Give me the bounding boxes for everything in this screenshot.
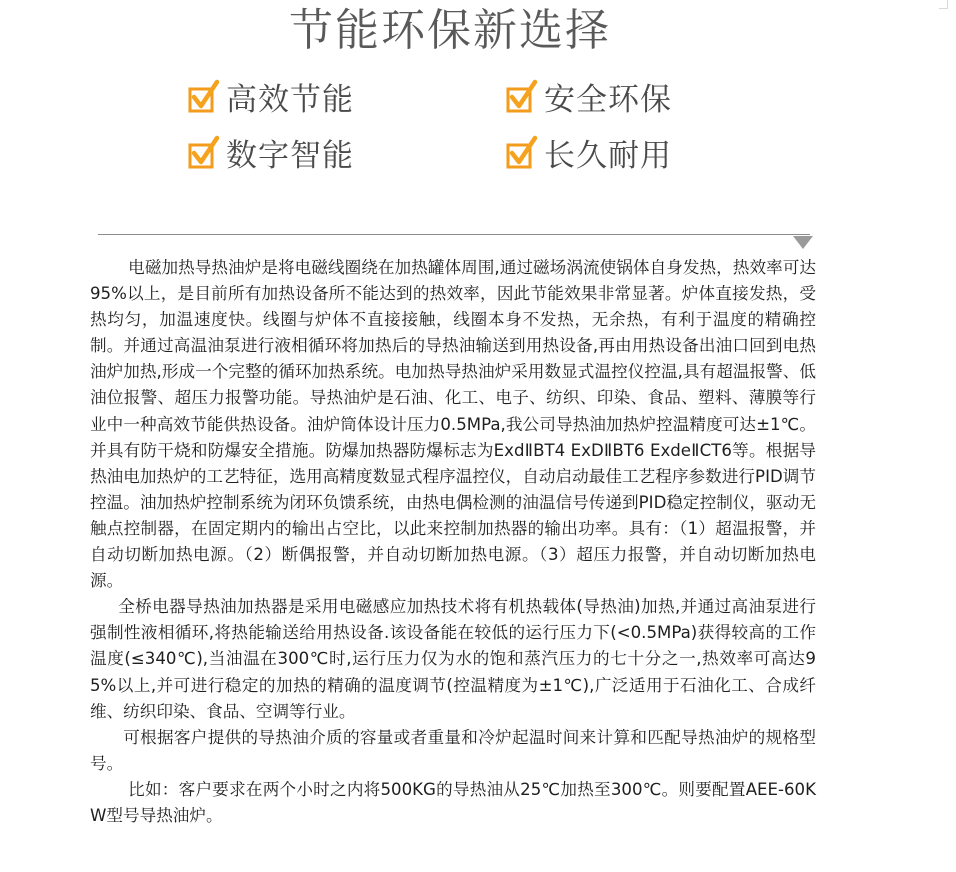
page-title: 节能环保新选择	[289, 5, 611, 56]
article-paragraph: 全桥电器导热油加热器是采用电磁感应加热技术将有机热载体(导热油)加热,并通过高油泵进行强制性液相循环,将热能输送给用热设备.该设备能在较低的运行压力下(<0.5MPa)获得较高的工作温度(≤340℃),当油温在300℃时,运行压力仅为水的饱和蒸汽压力的七十分之一,热效率可高达95%以上,并可进行稳定的加热的精确的温度调节(控温精度为±1℃),广泛适用于石油化工、合成纤维、纺织印染、食品、空调等行业。	[90, 597, 816, 721]
checkbox-check-icon	[188, 79, 220, 113]
feature-label: 安全环保	[544, 81, 672, 118]
article-paragraph: 可根据客户提供的导热油介质的容量或者重量和冷炉起温时间来计算和匹配导热油炉的规格型号。	[90, 727, 816, 773]
feature-durable	[506, 130, 672, 174]
feature-digital-smart	[188, 130, 354, 174]
feature-safe-green	[506, 74, 672, 118]
feature-label: 高效节能	[226, 81, 354, 118]
section-divider	[98, 234, 810, 235]
feature-label: 数字智能	[226, 137, 354, 174]
divider-arrow-icon	[793, 236, 813, 249]
corner-mark	[939, 0, 948, 9]
checkbox-check-icon	[506, 79, 538, 113]
feature-label: 长久耐用	[544, 137, 672, 174]
feature-high-efficiency	[188, 74, 354, 118]
checkbox-check-icon	[188, 135, 220, 169]
checkbox-check-icon	[506, 135, 538, 169]
article-body	[90, 255, 816, 829]
article-paragraph: 比如：客户要求在两个小时之内将500KG的导热油从25℃加热至300℃。则要配置AEE-60KW型号导热油炉。	[90, 779, 816, 825]
article-paragraph: 电磁加热导热油炉是将电磁线圈绕在加热罐体周围,通过磁场涡流使锅体自身发热，热效率可达95%以上，是目前所有加热设备所不能达到的热效率，因此节能效果非常显著。炉体直接发热，受热均匀，加温速度快。线圈与炉体不直接接触，线圈本身不发热，无余热，有利于温度的精确控制。并通过高温油泵进行液相循环将加热后的导热油输送到用热设备,再由用热设备出油口回到电热油炉加热,形成一个完整的循环加热系统。电加热导热油炉采用数显式温控仪控温,具有超温报警、低油位报警、超压力报警功能。导热油炉是石油、化工、电子、纺织、印染、食品、塑料、薄膜等行业中一种高效节能供热设备。油炉筒体设计压力0.5MPa,我公司导热油加热炉控温精度可达±1℃。并具有防干烧和防爆安全措施。防爆加热器防爆标志为ExdⅡBT4 ExDⅡBT6 ExdeⅡCT6等。根据导热油电加热炉的工艺特征，选用高精度数显式程序温控仪，自动启动最佳工艺程序参数进行PID调节控温。油加热炉控制系统为闭环负馈系统，由热电偶检测的油温信号传递到PID稳定控制仪，驱动无触点控制器，在固定期内的输出占空比，以此来控制加热器的输出功率。具有：（1）超温报警，并自动切断加热电源。（2）断偶报警，并自动切断加热电源。（3）超压力报警，并自动切断加热电源。	[90, 258, 816, 591]
